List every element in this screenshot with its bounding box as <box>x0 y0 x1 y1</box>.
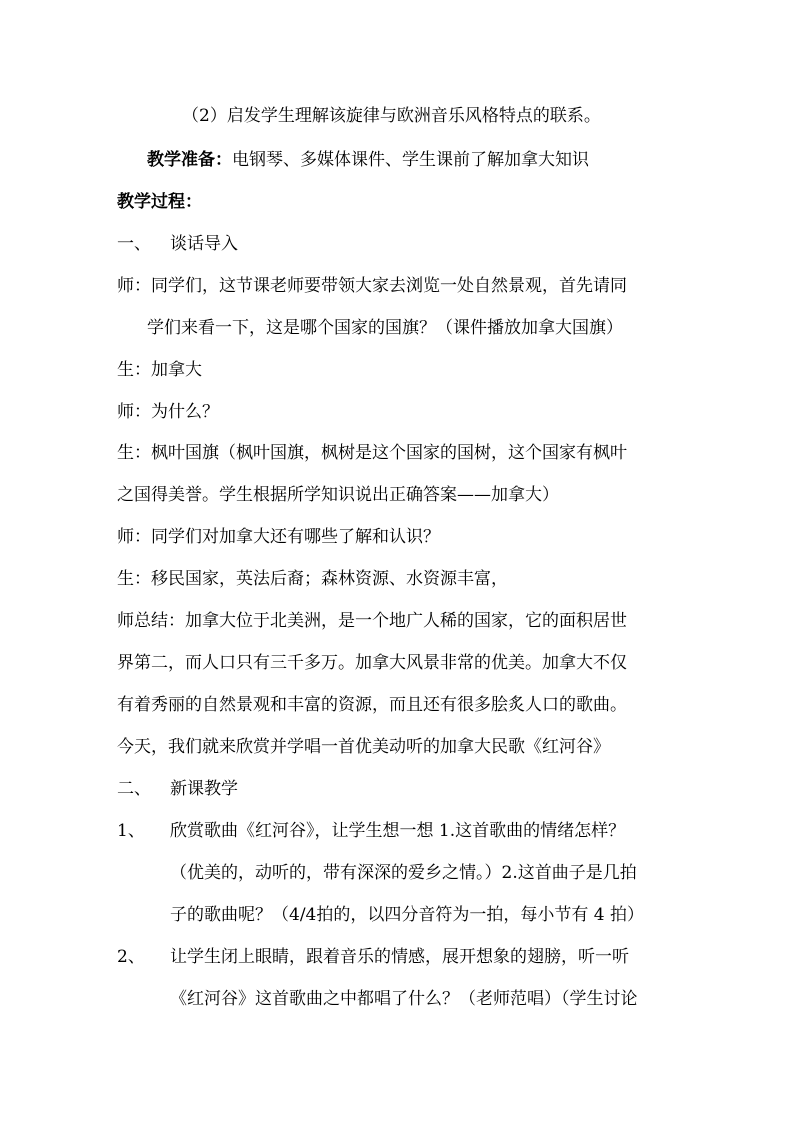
dialog-line: 师：同学们，这节课老师要带领大家去浏览一处自然景观，首先请同 <box>117 276 627 296</box>
preparation-label: 教学准备： <box>147 150 232 170</box>
step-1-text: 欣赏歌曲《红河谷》，让学生想一想 1.这首歌曲的情绪怎样？ <box>170 821 626 841</box>
dialog-line: 生：枫叶国旗（枫叶国旗，枫树是这个国家的国树，这个国家有枫叶 <box>117 443 627 463</box>
step-2-number: 2、 <box>117 947 145 967</box>
step-2-text: 让学生闭上眼睛，跟着音乐的情感，展开想象的翅膀，听一听 <box>170 947 629 967</box>
objective-line-2: （2）启发学生理解该旋律与欧洲音乐风格特点的联系。 <box>182 106 601 126</box>
summary-line: 有着秀丽的自然景观和丰富的资源，而且还有很多脍炙人口的歌曲。 <box>117 695 627 715</box>
summary-line: 今天，我们就来欣赏并学唱一首优美动听的加拿大民歌《红河谷》 <box>117 737 610 757</box>
step-1-text: 子的歌曲呢？（4/4拍的，以四分音符为一拍，每小节有 4 拍） <box>170 905 644 925</box>
dialog-line: 生：加拿大 <box>117 360 202 380</box>
section-2-number: 二、 <box>117 779 151 799</box>
summary-line: 师总结：加拿大位于北美洲，是一个地广人稀的国家，它的面积居世 <box>117 611 627 631</box>
preparation-text: 电钢琴、多媒体课件、学生课前了解加拿大知识 <box>232 150 589 170</box>
dialog-line: 生：移民国家，英法后裔；森林资源、水资源丰富， <box>117 569 508 589</box>
section-2-title: 新课教学 <box>170 779 238 799</box>
section-1-number: 一、 <box>117 234 151 254</box>
process-heading: 教学过程： <box>117 192 202 212</box>
dialog-line: 师：同学们对加拿大还有哪些了解和认识？ <box>117 527 440 547</box>
dialog-line: 之国得美誉。学生根据所学知识说出正确答案——加拿大） <box>117 485 559 505</box>
preparation-line <box>147 150 589 170</box>
step-1-text: （优美的，动听的，带有深深的爱乡之情。）2.这首曲子是几拍 <box>170 863 637 883</box>
summary-line: 界第二，而人口只有三千多万。加拿大风景非常的优美。加拿大不仅 <box>117 653 627 673</box>
step-2-text: 《红河谷》这首歌曲之中都唱了什么？（老师范唱）（学生讨论 <box>170 989 638 1009</box>
dialog-line: 师：为什么？ <box>117 402 219 422</box>
step-1-number: 1、 <box>117 821 145 841</box>
dialog-line: 学们来看一下，这是哪个国家的国旗？（课件播放加拿大国旗） <box>147 318 623 338</box>
section-1-title: 谈话导入 <box>170 234 238 254</box>
